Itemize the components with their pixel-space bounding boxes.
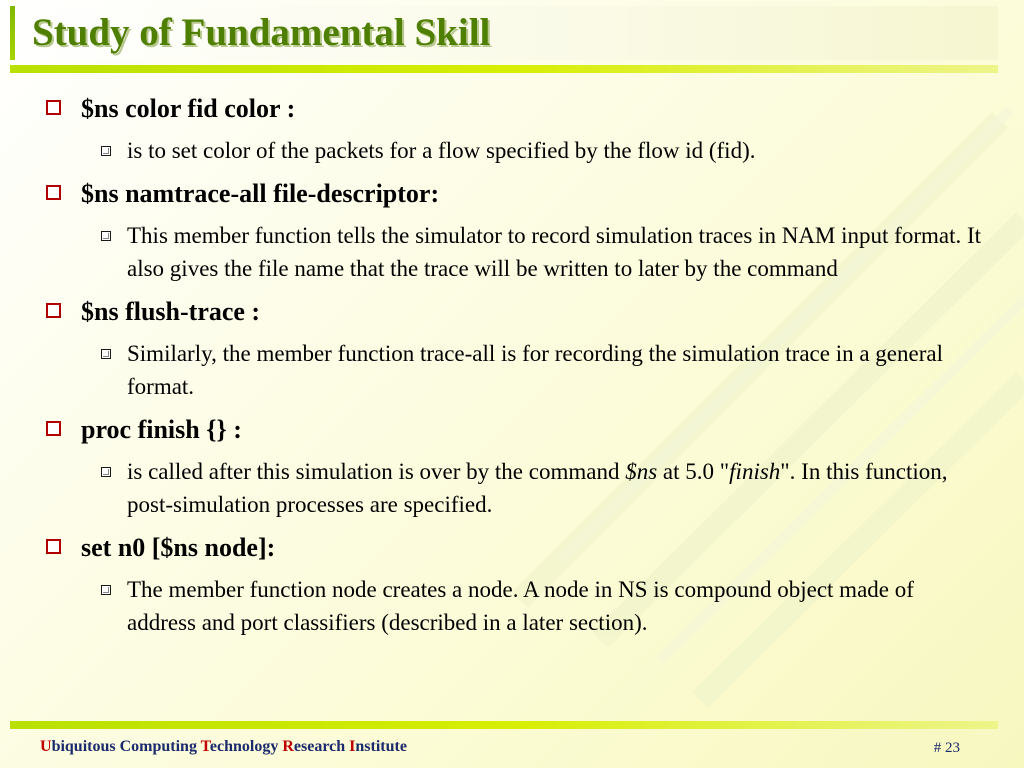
footer-text: biquitous Computing — [51, 738, 201, 755]
bullet-item-set-node — [46, 531, 986, 565]
footer-divider — [10, 721, 998, 729]
footer-text: esearch — [293, 738, 350, 755]
bullet-heading: $ns flush-trace : — [81, 297, 261, 326]
footer-text: echnology — [209, 738, 283, 755]
title-accent-bar — [10, 6, 15, 60]
footer-initial: R — [282, 738, 294, 755]
sub-bullet-item — [101, 455, 987, 521]
sub-bullet-text: is to set color of the packets for a flow specified by the flow id (fid). — [127, 138, 756, 163]
bullet-heading: proc finish {} : — [81, 415, 242, 444]
footer-initial: U — [40, 738, 52, 755]
footer-institute — [40, 738, 407, 756]
slide-title: Study of Fundamental Skill — [32, 11, 491, 54]
slide-content — [46, 92, 986, 649]
footer-text: nstitute — [355, 738, 407, 755]
square-bullet-icon — [46, 539, 61, 554]
square-bullet-icon — [46, 421, 61, 436]
text-segment: ". In this function, post-simulation processes are specified. — [127, 459, 948, 517]
bullet-item-namtrace — [46, 177, 986, 211]
small-square-bullet-icon — [101, 231, 111, 241]
bullet-heading: $ns color fid color : — [81, 94, 296, 123]
small-square-bullet-icon — [101, 467, 111, 477]
sub-bullet-item — [101, 573, 987, 639]
page-number: # 23 — [933, 740, 960, 756]
text-segment: is called after this simulation is over by the command — [127, 459, 626, 484]
bullet-item-proc-finish — [46, 413, 986, 447]
bullet-item-color — [46, 92, 986, 126]
square-bullet-icon — [46, 303, 61, 318]
footer-initial: I — [349, 738, 356, 755]
small-square-bullet-icon — [101, 349, 111, 359]
code-text-ns: $ns — [625, 459, 658, 484]
text-segment: at 5.0 " — [657, 459, 730, 484]
sub-bullet-item — [101, 219, 987, 285]
bullet-heading: set n0 [$ns node]: — [81, 533, 276, 562]
small-square-bullet-icon — [101, 585, 111, 595]
sub-bullet-item — [101, 337, 987, 403]
square-bullet-icon — [46, 100, 61, 115]
bullet-heading: $ns namtrace-all file-descriptor: — [81, 179, 440, 208]
sub-bullet-text: Similarly, the member function trace-all is for recording the simulation trace in a general format. — [127, 341, 943, 399]
bullet-item-flush-trace — [46, 295, 986, 329]
footer-initial: T — [200, 738, 210, 755]
sub-bullet-item — [101, 134, 987, 167]
code-text-finish: finish — [729, 459, 781, 484]
title-divider — [10, 65, 998, 73]
sub-bullet-text — [127, 459, 947, 517]
sub-bullet-text: This member function tells the simulator to record simulation traces in NAM input format. It also gives the file name that the trace will be written to later by the command — [127, 223, 982, 281]
sub-bullet-text: The member function node creates a node. A node in NS is compound object made of address and port classifiers (described in a later section). — [127, 577, 914, 635]
small-square-bullet-icon — [101, 146, 111, 156]
square-bullet-icon — [46, 185, 61, 200]
